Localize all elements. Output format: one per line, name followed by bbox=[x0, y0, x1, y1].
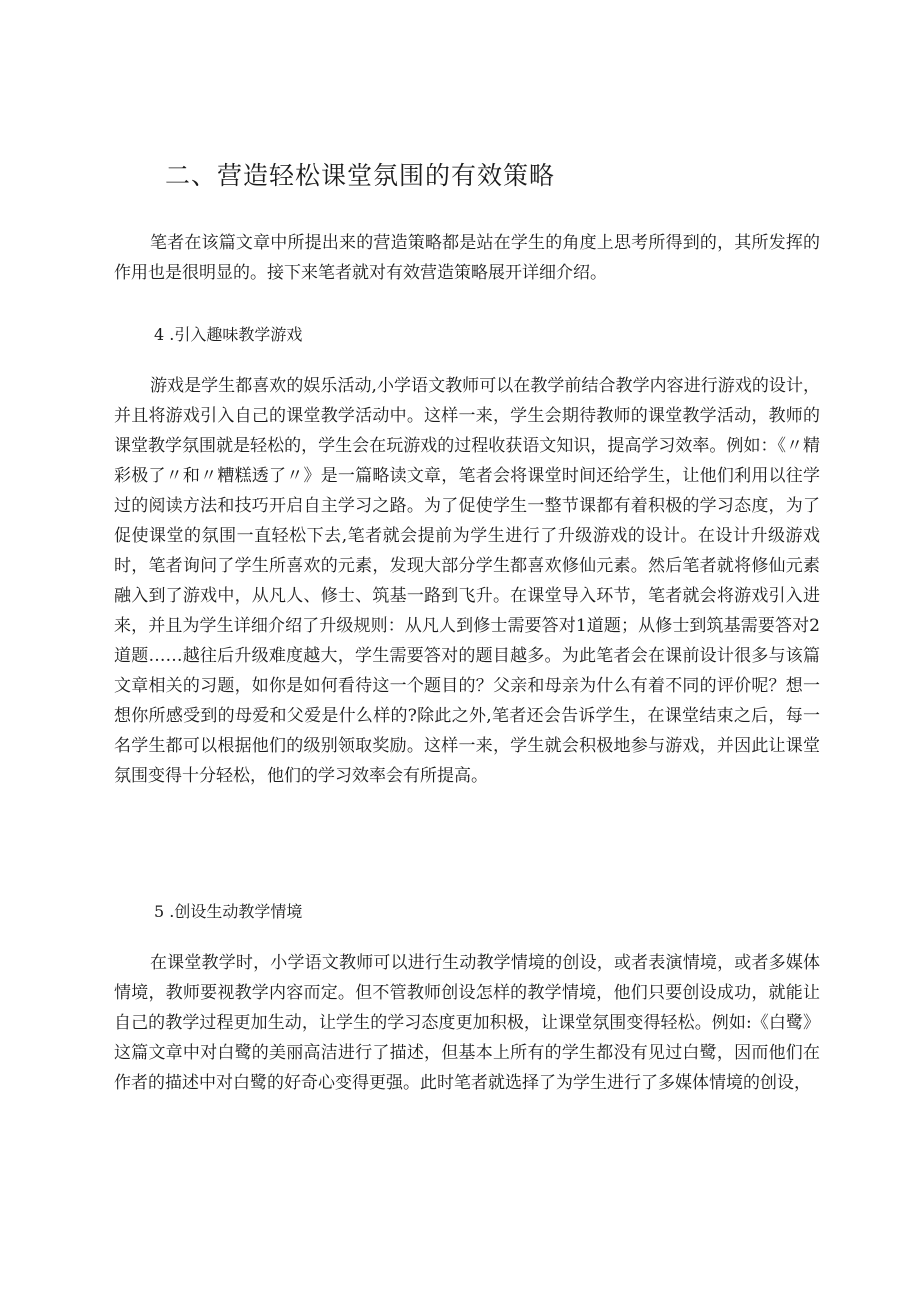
subsection-paragraph-5: 在课堂教学时，小学语文教师可以进行生动教学情境的创设，或者表演情境，或者多媒体情境，教师要视教学内容而定。但不管教师创设怎样的教学情境，他们只要创设成功，就能让自己的教学过程更加生动，让学生的学习态度更加积极，让课堂氛围变得轻松。例如:《白鹭》这篇文章中对白鹭的美丽高洁进行了描述，但基本上所有的学生都没有见过白鹭，因而他们在作者的描述中对白鹭的好奇心变得更强。此时笔者就选择了为学生进行了多媒体情境的创设， bbox=[114, 953, 820, 1093]
intro-paragraph: 笔者在该篇文章中所提出来的营造策略都是站在学生的角度上思考所得到的，其所发挥的作用也是很明显的。接下来笔者就对有效营造策略展开详细介绍。 bbox=[114, 233, 820, 283]
subsection-heading-5: 5 .创设生动教学情境 bbox=[154, 902, 303, 921]
subsection-heading-4: 4 .引入趣味教学游戏 bbox=[154, 325, 303, 344]
section-title: 二、营造轻松课堂氛围的有效策略 bbox=[165, 161, 556, 190]
subsection-paragraph-4: 游戏是学生都喜欢的娱乐活动,小学语文教师可以在教学前结合教学内容进行游戏的设计，并且将游戏引入自己的课堂教学活动中。这样一来，学生会期待教师的课堂教学活动，教师的课堂教学氛围就是轻松的，学生会在玩游戏的过程收获语文知识，提高学习效率。例如：《〃精彩极了〃和〃糟糕透了〃》是一篇略读文章，笔者会将课堂时间还给学生，让他们利用以往学过的阅读方法和技巧开启自主学习之路。为了促使学生一整节课都有着积极的学习态度，为了促使课堂的氛围一直轻松下去,笔者就会提前为学生进行了升级游戏的设计。在设计升级游戏时，笔者询问了学生所喜欢的元素，发现大部分学生都喜欢修仙元素。然后笔者就将修仙元素融入到了游戏中，从凡人、修士、筑基一路到飞升。在课堂导入环节，笔者就会将游戏引入进来，并且为学生详细介绍了升级规则：从凡人到修士需要答对1道题；从修士到筑基需要答对2道题……越往后升级难度越大，学生需要答对的题目越多。为此笔者会在课前设计很多与该篇文章相关的习题，如你是如何看待这一个题目的？父亲和母亲为什么有着不同的评价呢？想一想你所感受到的母爱和父爱是什么样的?除此之外,笔者还会告诉学生，在课堂结束之后，每一名学生都可以根据他们的级别领取奖励。这样一来，学生就会积极地参与游戏，并因此让课堂氛围变得十分轻松，他们的学习效率会有所提高。 bbox=[114, 376, 820, 786]
